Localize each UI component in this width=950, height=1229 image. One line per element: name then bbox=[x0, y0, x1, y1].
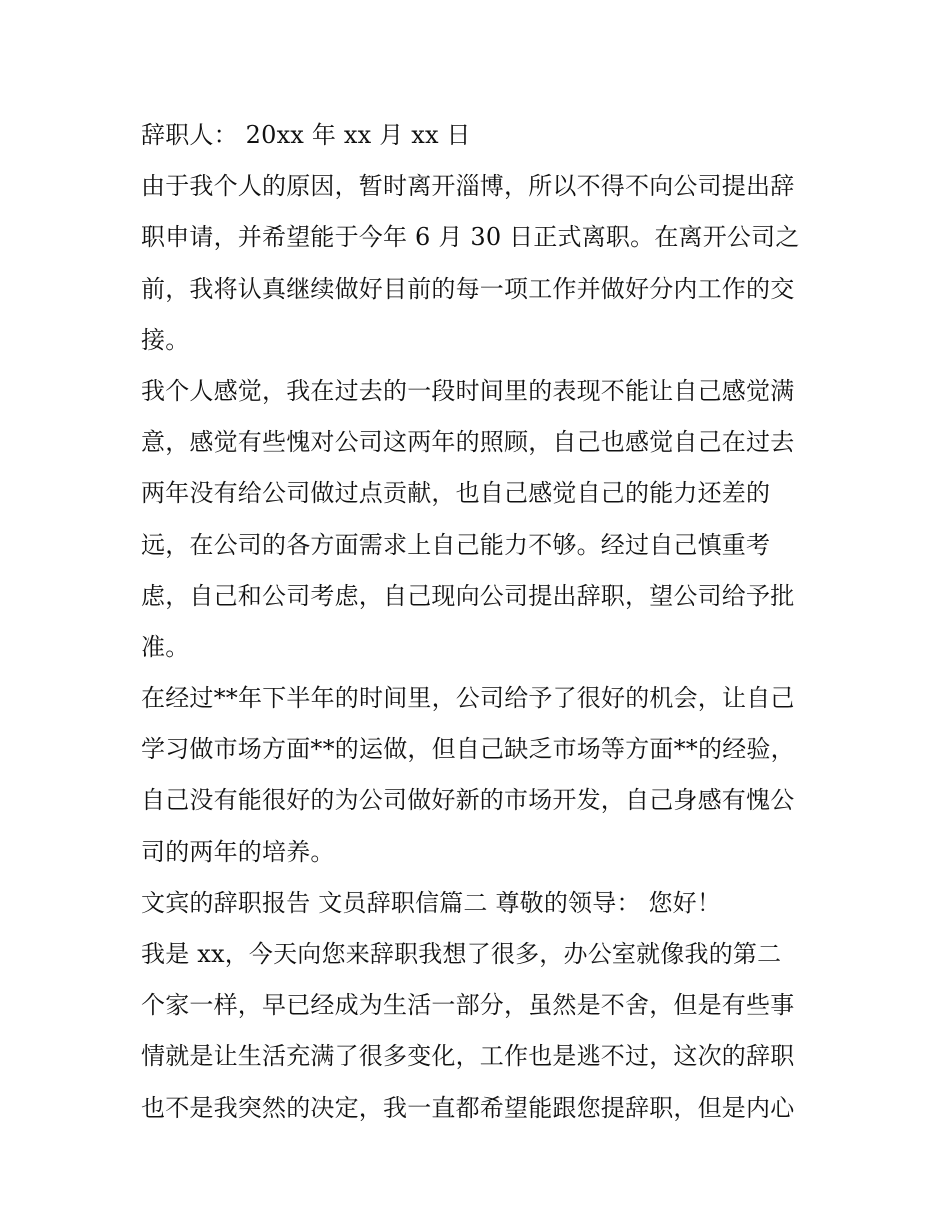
resignation-letter-body bbox=[141, 110, 821, 1134]
text-line: 也不是我突然的决定，我一直都希望能跟您提辞职，但是内心 bbox=[141, 1093, 795, 1122]
text-line: 远，在公司的各方面需求上自己能力不够。经过自己慎重考 bbox=[141, 530, 771, 559]
text-line: 由于我个人的原因，暂时离开淄博，所以不得不向公司提出辞 bbox=[141, 172, 795, 201]
text-line: 我个人感觉，我在过去的一段时间里的表现不能让自己感觉满 bbox=[141, 376, 795, 405]
text-line: 接。 bbox=[141, 325, 190, 354]
text-line: 意，感觉有些愧对公司这两年的照顾，自己也感觉自己在过去 bbox=[141, 428, 795, 457]
text-line: 司的两年的培养。 bbox=[141, 837, 335, 866]
text-line: 辞职人： 20xx 年 xx 月 xx 日 bbox=[141, 121, 471, 149]
text-line: 学习做市场方面**的运做，但自己缺乏市场等方面**的经验， bbox=[141, 735, 795, 764]
text-line: 在经过**年下半年的时间里，公司给予了很好的机会，让自己 bbox=[141, 684, 795, 713]
text-line: 职申请，并希望能于今年 6 月 30 日正式离职。在离开公司之 bbox=[141, 223, 800, 252]
text-line: 两年没有给公司做过点贡献，也自己感觉自己的能力还差的 bbox=[141, 479, 771, 508]
text-line: 个家一样，早已经成为生活一部分，虽然是不舍，但是有些事 bbox=[141, 991, 795, 1020]
text-line: 情就是让生活充满了很多变化，工作也是逃不过，这次的辞职 bbox=[141, 1042, 795, 1071]
section-heading-line: 文宾的辞职报告 文员辞职信篇二 尊敬的领导： 您好！ bbox=[141, 888, 722, 917]
text-line: 我是 xx，今天向您来辞职我想了很多，办公室就像我的第二 bbox=[141, 940, 782, 968]
text-line: 虑，自己和公司考虑，自己现向公司提出辞职，望公司给予批 bbox=[141, 581, 795, 610]
text-line: 自己没有能很好的为公司做好新的市场开发，自己身感有愧公 bbox=[141, 786, 795, 815]
text-line: 前，我将认真继续做好目前的每一项工作并做好分内工作的交 bbox=[141, 274, 795, 303]
text-line: 准。 bbox=[141, 632, 190, 661]
